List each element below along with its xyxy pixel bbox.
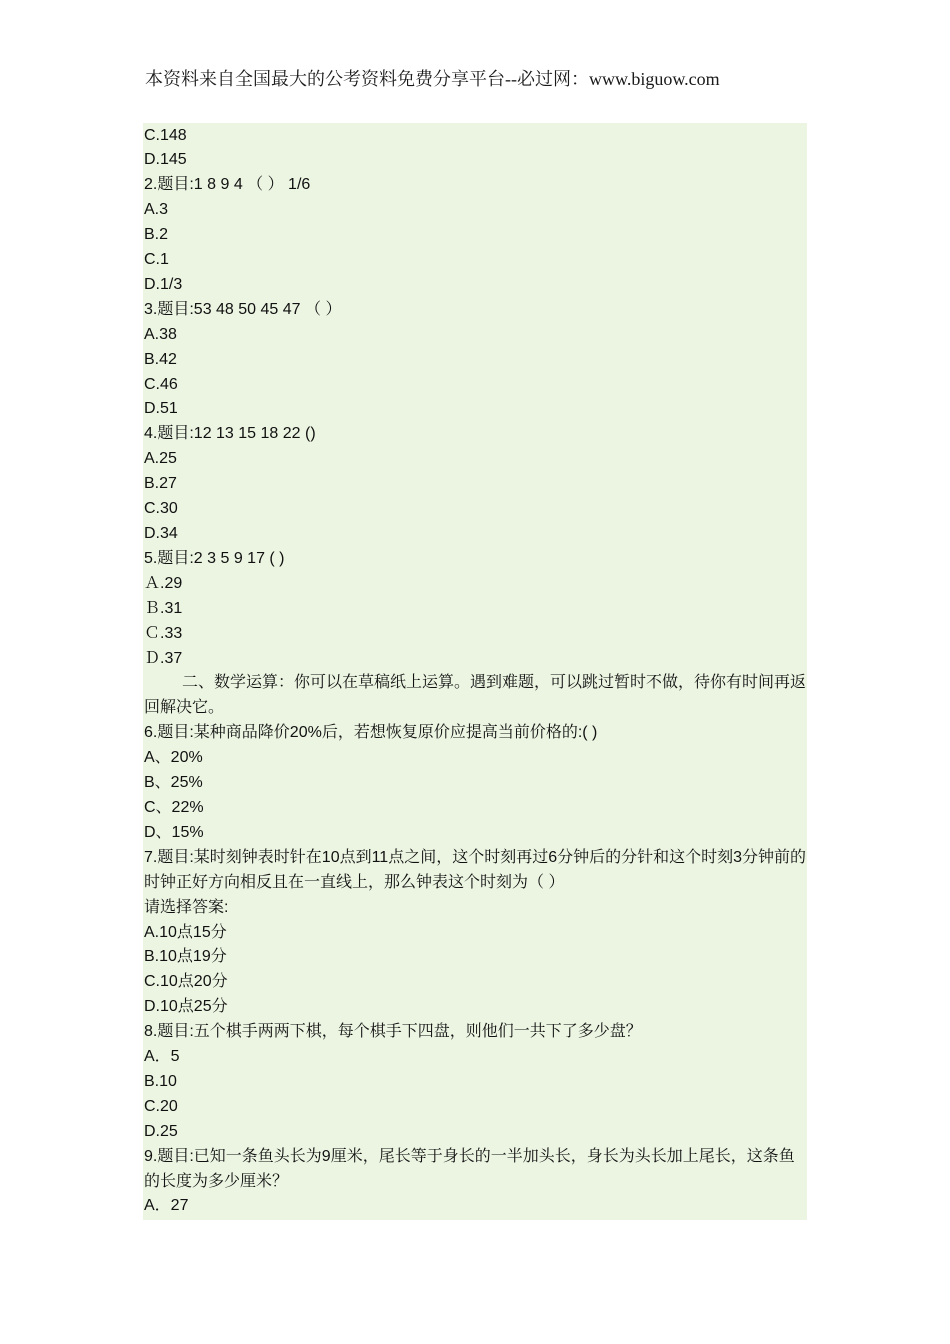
question-line: 6.题目:某种商品降价20%后，若想恢复原价应提高当前价格的:( ) bbox=[144, 724, 598, 742]
option-line: C.20 bbox=[144, 1097, 178, 1115]
question-7: 7.题目:某时刻钟表时针在10点到11点之间，这个时刻再过6分钟后的分针和这个时刻3分钟前的时钟正好方向相反且在一直线上，那么钟表这个时刻为（ ） bbox=[144, 848, 806, 891]
option-line: D.145 bbox=[144, 151, 187, 169]
question-line: 3.题目:53 48 50 45 47 （ ） bbox=[144, 300, 342, 318]
option-line: D.10点25分 bbox=[144, 998, 228, 1016]
option-line: B.10点19分 bbox=[144, 948, 227, 966]
option-line: B.42 bbox=[144, 350, 177, 368]
question-9: 9.题目:已知一条鱼头长为9厘米，尾长等于身长的一半加头长，身长为头长加上尾长，这条鱼的长度为多少厘米？ bbox=[144, 1147, 795, 1190]
option-line: D.1/3 bbox=[144, 275, 183, 293]
question-line: 5.题目:2 3 5 9 17 ( ) bbox=[144, 549, 285, 567]
question-line: 8.题目:五个棋手两两下棋，每个棋手下四盘，则他们一共下了多少盘？ bbox=[144, 1023, 642, 1041]
option-line: A．5 bbox=[144, 1048, 180, 1066]
option-line: D.25 bbox=[144, 1122, 178, 1140]
option-line: Ｄ.37 bbox=[144, 649, 183, 667]
question-content bbox=[143, 123, 807, 1220]
option-line: A.38 bbox=[144, 325, 177, 343]
option-line: B.2 bbox=[144, 226, 169, 244]
option-line: A.3 bbox=[144, 201, 169, 219]
option-line: A.10点15分 bbox=[144, 923, 227, 941]
option-line: C、22% bbox=[144, 798, 204, 816]
option-line: B.27 bbox=[144, 475, 177, 493]
option-line: D、15% bbox=[144, 823, 204, 841]
option-line: C.46 bbox=[144, 375, 178, 393]
option-line: Ｃ.33 bbox=[144, 624, 183, 642]
option-line: B.10 bbox=[144, 1072, 177, 1090]
question-line: 2.题目:1 8 9 4 （ ） 1/6 bbox=[144, 176, 311, 194]
option-line: Ａ.29 bbox=[144, 574, 183, 592]
option-line: Ｂ.31 bbox=[144, 599, 183, 617]
option-line: C.148 bbox=[144, 126, 187, 144]
option-line: D.51 bbox=[144, 400, 178, 418]
option-line: A、20% bbox=[144, 749, 203, 767]
option-line: C.10点20分 bbox=[144, 973, 228, 991]
option-line: A.25 bbox=[144, 450, 177, 468]
section-intro: 二、数学运算：你可以在草稿纸上运算。遇到难题，可以跳过暂时不做，待你有时间再返回解决它。 bbox=[144, 674, 807, 717]
prompt-line: 请选择答案: bbox=[144, 898, 229, 916]
option-line: C.30 bbox=[144, 500, 178, 518]
question-line: 4.题目:12 13 15 18 22 () bbox=[144, 425, 316, 443]
page-header: 本资料来自全国最大的公考资料免费分享平台--必过网：www.biguow.com bbox=[145, 69, 720, 89]
option-line: A．27 bbox=[144, 1197, 189, 1215]
option-line: C.1 bbox=[144, 251, 169, 269]
option-line: D.34 bbox=[144, 525, 178, 542]
option-line: B、25% bbox=[144, 774, 203, 792]
